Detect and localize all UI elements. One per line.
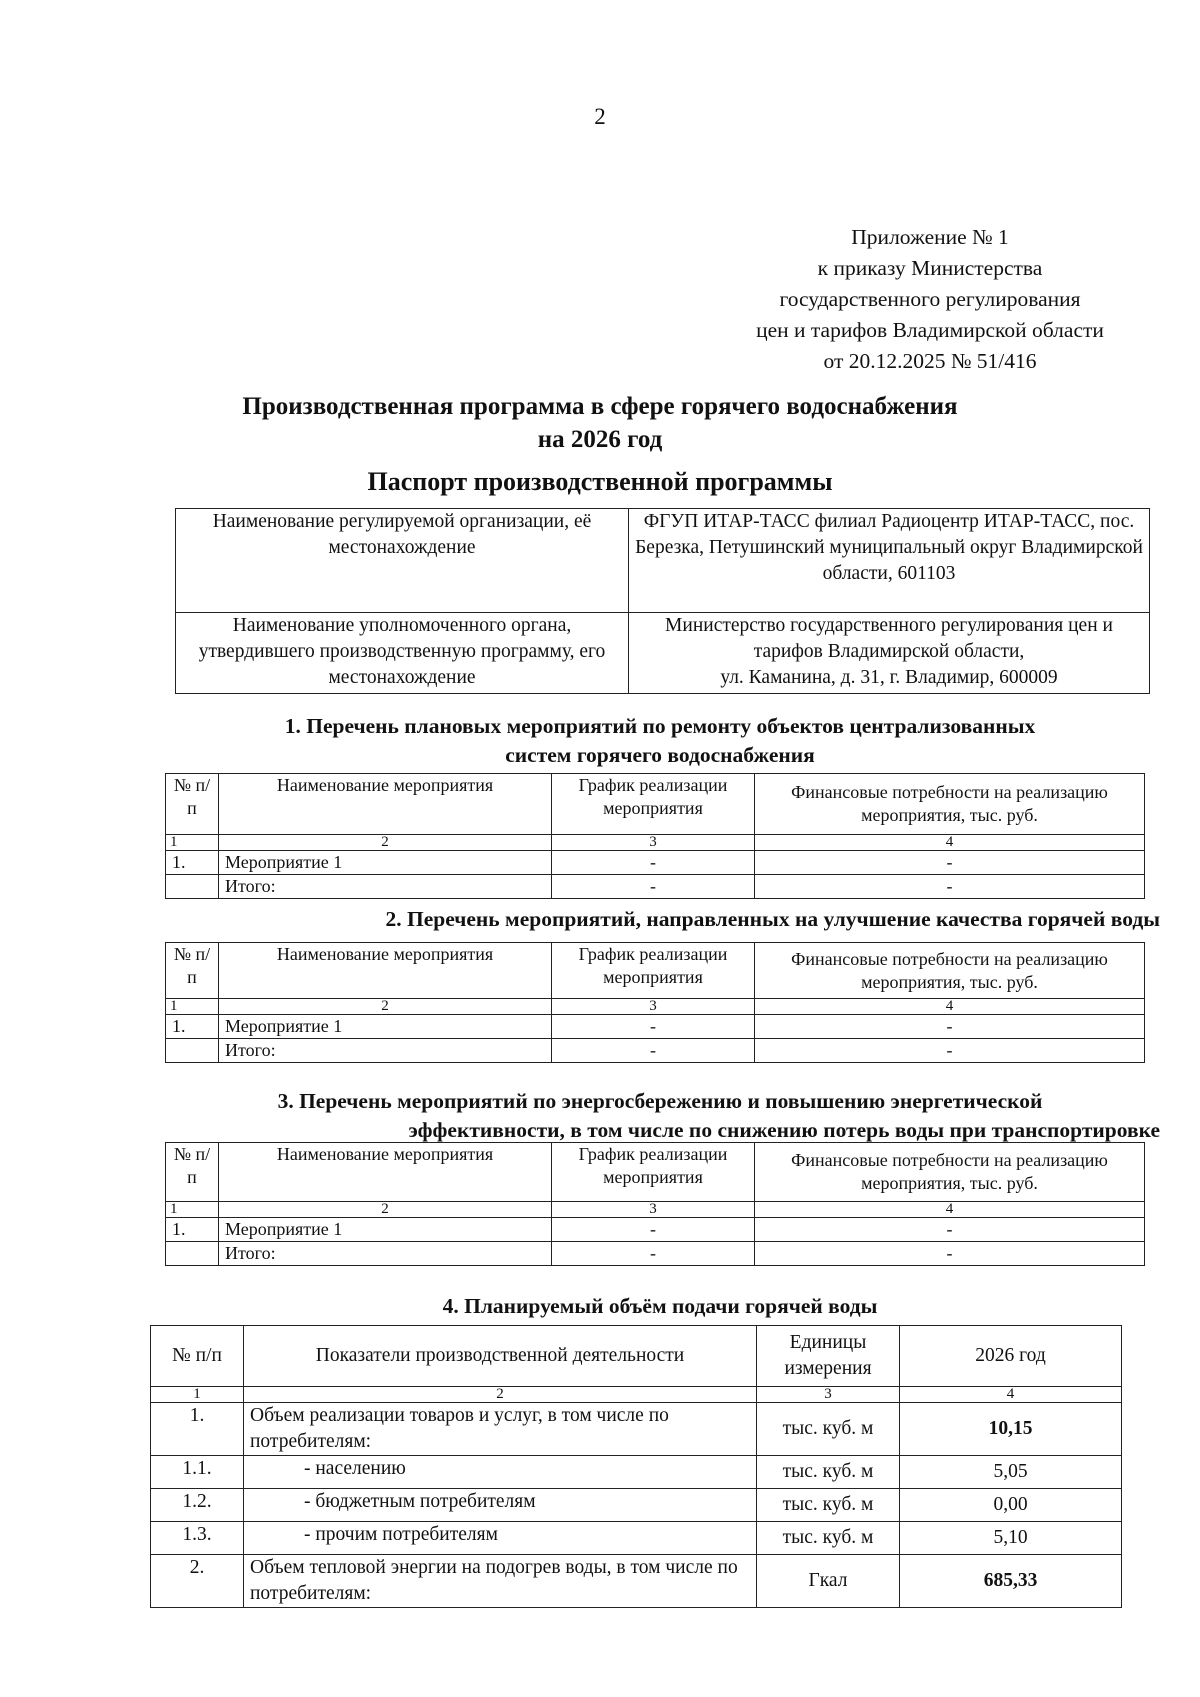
section-title-line: эффективности, в том числе по снижению потерь воды при транспортировке xyxy=(408,1118,1160,1142)
header-finance: Финансовые потребности на реализацию мероприятия, тыс. руб. xyxy=(755,943,1145,999)
passport-label: Наименование регулируемой организации, её местонахождение xyxy=(176,509,629,613)
passport-title: Паспорт производственной программы xyxy=(367,467,833,496)
row-value: 0,00 xyxy=(900,1489,1122,1522)
row-no: 1.1. xyxy=(151,1456,244,1489)
header-schedule: График реализации мероприятия xyxy=(552,1143,755,1202)
index-cell: 4 xyxy=(755,835,1145,851)
row-name: Мероприятие 1 xyxy=(219,1218,552,1242)
header-indicator: Показатели производственной деятельности xyxy=(244,1326,757,1387)
row-finance: - xyxy=(755,851,1145,875)
section2-title xyxy=(160,905,1160,934)
section-title-line: 2. Перечень мероприятий, направленных на улучшение качества горячей воды xyxy=(385,907,1160,931)
total-schedule: - xyxy=(552,1242,755,1266)
index-row xyxy=(166,999,1145,1015)
appendix-line: государственного регулирования xyxy=(779,287,1081,311)
passport-row xyxy=(176,613,1150,694)
appendix-block xyxy=(700,222,1160,377)
row-schedule: - xyxy=(552,851,755,875)
row-unit: Гкал xyxy=(757,1555,900,1608)
row-value: 5,10 xyxy=(900,1522,1122,1555)
row-no: 1. xyxy=(166,1015,219,1039)
document-title-line1: Производственная программа в сфере горячего водоснабжения xyxy=(242,393,958,420)
section3-title xyxy=(160,1087,1160,1145)
total-finance: - xyxy=(755,1039,1145,1063)
section4-title: 4. Планируемый объём подачи горячей воды xyxy=(442,1294,878,1318)
total-row xyxy=(166,1039,1145,1063)
section2-table xyxy=(165,942,1145,1063)
section-title-line: 3. Перечень мероприятий по энергосбережению и повышению энергетической xyxy=(277,1089,1043,1113)
passport-value xyxy=(629,613,1150,694)
row-value: 10,15 xyxy=(900,1403,1122,1456)
table-row xyxy=(151,1555,1122,1608)
appendix-line: цен и тарифов Владимирской области xyxy=(756,318,1104,342)
index-row xyxy=(166,835,1145,851)
index-cell: 3 xyxy=(552,1202,755,1218)
total-schedule: - xyxy=(552,875,755,899)
header-no: № п/п xyxy=(151,1326,244,1387)
header-unit: Единицы измерения xyxy=(757,1326,900,1387)
passport-value-line: ул. Каманина, д. 31, г. Владимир, 600009 xyxy=(720,667,1058,688)
header-no: № п/п xyxy=(166,1143,219,1202)
row-indicator: Объем тепловой энергии на подогрев воды, в том числе по потребителям: xyxy=(244,1555,757,1608)
document-title xyxy=(150,390,1050,456)
row-schedule: - xyxy=(552,1218,755,1242)
table-row xyxy=(166,1015,1145,1039)
total-row xyxy=(166,875,1145,899)
index-cell: 2 xyxy=(244,1387,757,1403)
section1-title xyxy=(160,712,1160,770)
total-schedule: - xyxy=(552,1039,755,1063)
header-schedule: График реализации мероприятия xyxy=(552,943,755,999)
index-row xyxy=(151,1387,1122,1403)
index-cell: 1 xyxy=(166,999,219,1015)
total-no xyxy=(166,1242,219,1266)
section3-table xyxy=(165,1142,1145,1266)
page-number: 2 xyxy=(594,104,606,129)
document-title-line2: на 2026 год xyxy=(537,426,663,453)
row-value: 5,05 xyxy=(900,1456,1122,1489)
header-row xyxy=(151,1326,1122,1387)
header-row xyxy=(166,774,1145,835)
table-row xyxy=(151,1522,1122,1555)
row-finance: - xyxy=(755,1218,1145,1242)
index-cell: 4 xyxy=(755,999,1145,1015)
row-unit: тыс. куб. м xyxy=(757,1403,900,1456)
section-title-line: систем горячего водоснабжения xyxy=(505,743,815,767)
header-name: Наименование мероприятия xyxy=(219,774,552,835)
header-row xyxy=(166,943,1145,999)
index-cell: 4 xyxy=(900,1387,1122,1403)
appendix-line: к приказу Министерства xyxy=(817,256,1043,280)
table-row xyxy=(151,1489,1122,1522)
index-cell: 3 xyxy=(552,999,755,1015)
appendix-line: от 20.12.2025 № 51/416 xyxy=(823,349,1037,373)
total-label: Итого: xyxy=(219,875,552,899)
total-row xyxy=(166,1242,1145,1266)
table-row xyxy=(166,1218,1145,1242)
index-cell: 2 xyxy=(219,1202,552,1218)
row-unit: тыс. куб. м xyxy=(757,1489,900,1522)
passport-label: Наименование уполномоченного органа, утвердившего производственную программу, его местонахождение xyxy=(176,613,629,694)
row-no: 2. xyxy=(151,1555,244,1608)
row-name: Мероприятие 1 xyxy=(219,1015,552,1039)
header-name: Наименование мероприятия xyxy=(219,943,552,999)
row-no: 1. xyxy=(166,851,219,875)
row-unit: тыс. куб. м xyxy=(757,1522,900,1555)
row-no: 1. xyxy=(166,1218,219,1242)
appendix-line: Приложение № 1 xyxy=(851,225,1009,249)
header-no: № п/п xyxy=(166,943,219,999)
total-label: Итого: xyxy=(219,1039,552,1063)
row-no: 1.2. xyxy=(151,1489,244,1522)
section4-table xyxy=(150,1325,1122,1608)
header-name: Наименование мероприятия xyxy=(219,1143,552,1202)
row-finance: - xyxy=(755,1015,1145,1039)
passport-row xyxy=(176,509,1150,613)
table-row xyxy=(151,1456,1122,1489)
total-finance: - xyxy=(755,1242,1145,1266)
row-indicator: - населению xyxy=(244,1456,757,1489)
header-finance: Финансовые потребности на реализацию мероприятия, тыс. руб. xyxy=(755,774,1145,835)
row-name: Мероприятие 1 xyxy=(219,851,552,875)
section1-table xyxy=(165,773,1145,899)
header-finance: Финансовые потребности на реализацию мероприятия, тыс. руб. xyxy=(755,1143,1145,1202)
index-row xyxy=(166,1202,1145,1218)
section-title-line: 1. Перечень плановых мероприятий по ремонту объектов централизованных xyxy=(284,714,1036,738)
row-schedule: - xyxy=(552,1015,755,1039)
total-finance: - xyxy=(755,875,1145,899)
total-no xyxy=(166,1039,219,1063)
total-label: Итого: xyxy=(219,1242,552,1266)
row-unit: тыс. куб. м xyxy=(757,1456,900,1489)
row-indicator: Объем реализации товаров и услуг, в том числе по потребителям: xyxy=(244,1403,757,1456)
index-cell: 1 xyxy=(151,1387,244,1403)
total-no xyxy=(166,875,219,899)
row-indicator: - бюджетным потребителям xyxy=(244,1489,757,1522)
index-cell: 1 xyxy=(166,1202,219,1218)
index-cell: 4 xyxy=(755,1202,1145,1218)
index-cell: 1 xyxy=(166,835,219,851)
row-indicator: - прочим потребителям xyxy=(244,1522,757,1555)
header-no: № п/п xyxy=(166,774,219,835)
index-cell: 2 xyxy=(219,999,552,1015)
passport-value-line: Министерство государственного регулирования цен и тарифов Владимирской области, xyxy=(665,615,1113,662)
header-schedule: График реализации мероприятия xyxy=(552,774,755,835)
index-cell: 3 xyxy=(552,835,755,851)
passport-table xyxy=(175,508,1150,694)
row-value: 685,33 xyxy=(900,1555,1122,1608)
row-no: 1.3. xyxy=(151,1522,244,1555)
table-row xyxy=(166,851,1145,875)
header-year: 2026 год xyxy=(900,1326,1122,1387)
index-cell: 3 xyxy=(757,1387,900,1403)
passport-value: ФГУП ИТАР-ТАСС филиал Радиоцентр ИТАР-ТАСС, пос. Березка, Петушинский муниципальный округ Владимирской области, 601103 xyxy=(629,509,1150,613)
row-no: 1. xyxy=(151,1403,244,1456)
header-row xyxy=(166,1143,1145,1202)
index-cell: 2 xyxy=(219,835,552,851)
table-row xyxy=(151,1403,1122,1456)
